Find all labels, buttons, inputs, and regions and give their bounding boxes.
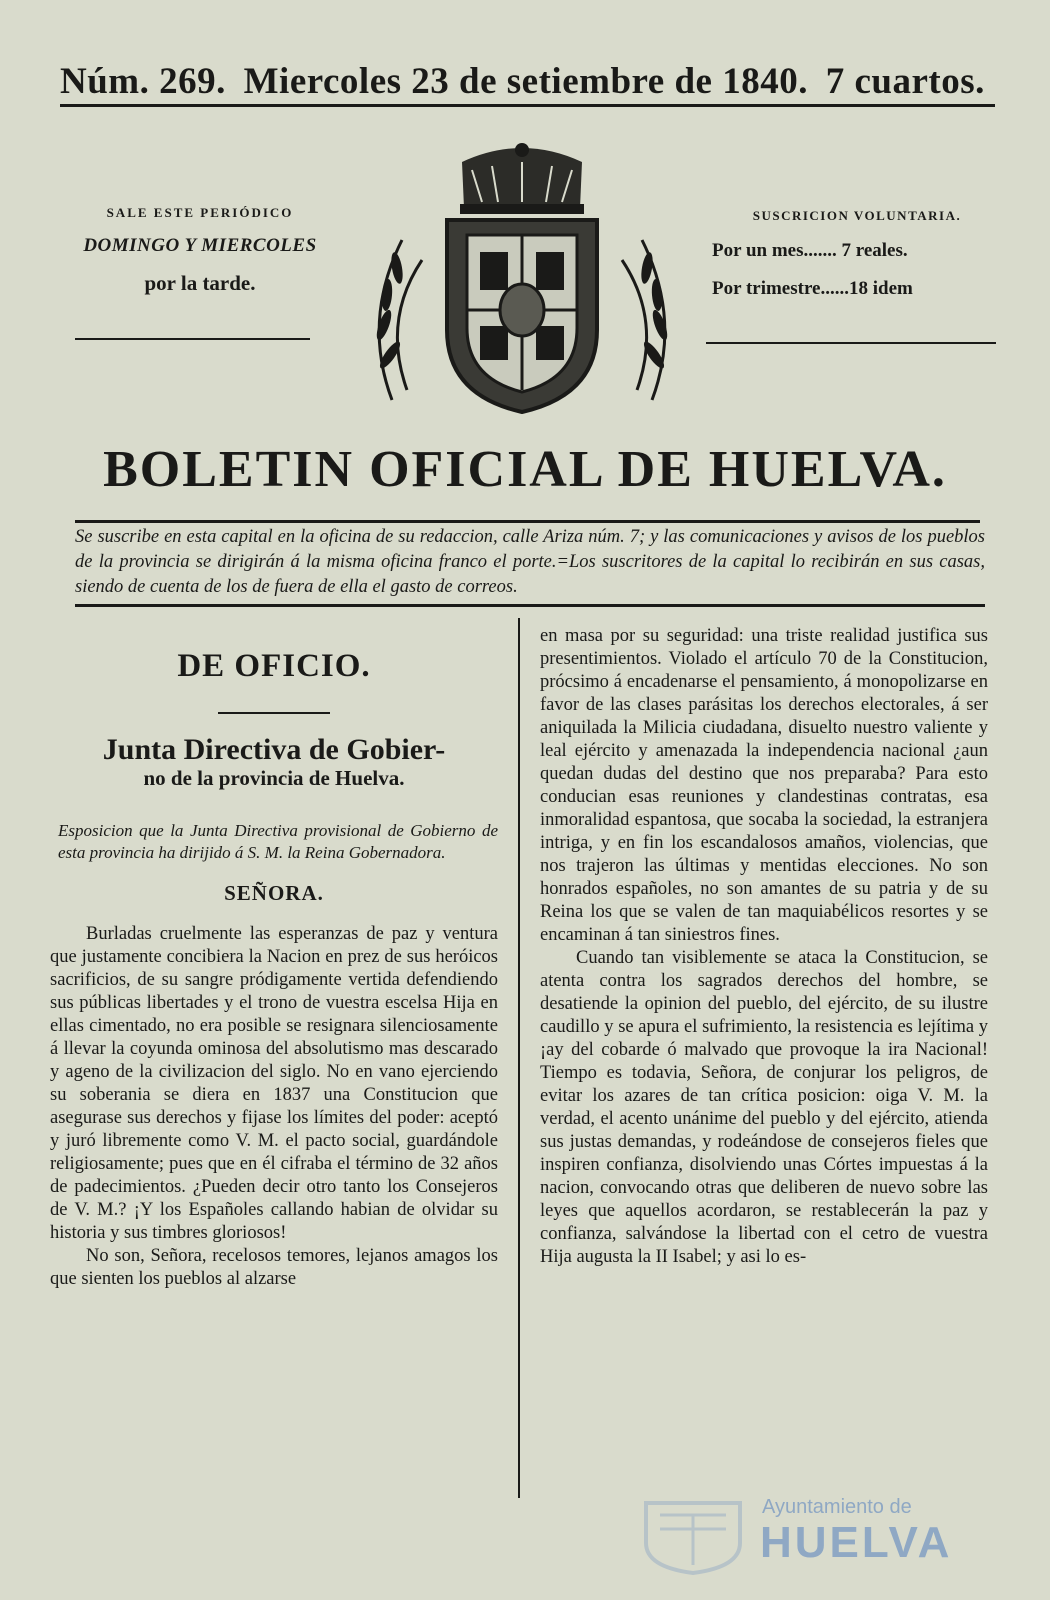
masthead-title: BOLETIN OFICIAL DE HUELVA. — [103, 441, 947, 498]
publication-schedule — [50, 205, 350, 296]
right-column — [540, 625, 988, 1269]
body-paragraph: Burladas cruelmente las esperanzas de paz y ventura que justamente concibiera la Nacion en prez de sus heróicos sacrificios, de su sangre pródigamente vertida defendiendo sus públicas libertades y el trono de vuestra escelsa Hija en ellas cimentado, no era posible se resignara silenciosamente á llevar la coyunda ominosa del absolutismo mas descarado y ageno de la civilizacion del siglo. No en vano ejerciendo su soberania se diera en 1837 una Constitucion que asegurase sus derechos y fijase los límites del poder: aceptó y juró libremente como V. M. el pacto social, guardándole religiosamente; pues que en él cifraba el término de 32 años de padecimientos. ¿Pueden decir otro tanto los Consejeros de V. M.? ¡Y los Españoles callando habian de olvidar su historia y sus timbres gloriosos! — [50, 924, 498, 1243]
subscription-notice: Se suscribe en esta capital en la oficina de su redaccion, calle Ariza núm. 7; y las comunicaciones y avisos de los pueblos de la provincia se dirigirán á la misma oficina franco el porte.=Los suscritores de la capital lo recibirán en sus casas, siendo de cuenta de los de fuera de ella el gasto de correos. — [75, 527, 985, 597]
section-title: DE OFICIO. — [177, 648, 371, 684]
schedule-time: por la tarde. — [144, 271, 256, 295]
right-head-rule — [706, 342, 996, 344]
subscription-title: SUSCRICION VOLUNTARIA. — [752, 208, 962, 223]
watermark-line1: Ayuntamiento de — [762, 1496, 912, 1518]
subscription-month: Por un mes....... 7 reales. — [712, 240, 908, 261]
junta-heading-line2: no de la provincia de Huelva. — [143, 766, 405, 790]
issue-price: 7 cuartos. — [825, 61, 985, 102]
left-head-rule — [75, 338, 310, 340]
junta-heading-line1: Junta Directiva de Gobier- — [102, 733, 446, 766]
schedule-line1: SALE ESTE PERIÓDICO — [106, 205, 294, 220]
left-column — [50, 625, 498, 1291]
body-paragraph: Cuando tan visiblemente se ataca la Constitucion, se atenta contra los sagrados derechos del hombre, se desatiende la opinion del pueblo, del ejército, de su ilustre caudillo y se apura el sufrimiento, la resistencia es lejítima y ¡ay del cobarde ó malvado que provoque la ira Nacional! Tiempo es todavia, Señora, de conjurar los peligros, de evitar los azares de tan crítica posicion: oiga V. M. la verdad, el acento unánime del pueblo y del ejército, atienda sus justas demandas, y rodeándose de consejeros fieles que inspiren confianza, disolviendo unas Córtes impuestas á la nacion, convocando otras que deliberen de nuevo sobre las leyes que aquellos acordaron, se restablecerán la paz y confianza, salvándose la libertad con el cetro de vuestra Hija augusta la II Isabel; y asi lo es- — [540, 948, 988, 1267]
watermark-line2: HUELVA — [760, 1518, 953, 1567]
subscription-trimester: Por trimestre......18 idem — [712, 278, 913, 299]
issue-number: Núm. 269. — [60, 61, 226, 102]
notice-top-rule — [75, 520, 980, 523]
schedule-days: DOMINGO Y MIERCOLES — [83, 235, 317, 256]
issue-date: Miercoles 23 de setiembre de 1840. — [243, 61, 808, 102]
royal-coat-of-arms-icon — [352, 140, 692, 420]
notice-bottom-rule — [75, 604, 985, 607]
column-divider — [518, 618, 520, 1498]
body-paragraph: No son, Señora, recelosos temores, lejanos amagos los que sienten los pueblos al alzarse — [50, 1246, 498, 1289]
exposicion-subtitle: Esposicion que la Junta Directiva provisional de Gobierno de esta provincia ha dirijido á S. M. la Reina Gobernadora. — [58, 821, 498, 862]
issue-line — [60, 60, 1000, 103]
header-rule — [60, 104, 995, 107]
section-rule — [218, 712, 330, 714]
body-paragraph: en masa por su seguridad: una triste realidad justifica sus presentimientos. Violado el artículo 70 de la Constitucion, prócsimo á encadenarse el pensamiento, á monopolizarse en favor de las clases parásitas los derechos electorales, á ser aniquilada la Milicia ciudadana, disuelto nuestro valiente y leal ejército y amenazada la independencia nacional ¿aun quedan dudas del destino que nos preparaba? Para esto conducian esas reuniones y clandestinas contratas, esa inmoralidad espantosa, que socaba la sociedad, la estranjera intriga, y en fin los escandalosos amaños, violencias, que nos trajeron las últimas y mentidas elecciones. No son honrados españoles, no son amantes de su patria y de su Reina los que se valen de tan maquiabélicos resortes y se encaminan á tan siniestros fines. — [540, 626, 988, 945]
subscription-info — [712, 208, 1002, 300]
salutation: SEÑORA. — [224, 881, 324, 905]
